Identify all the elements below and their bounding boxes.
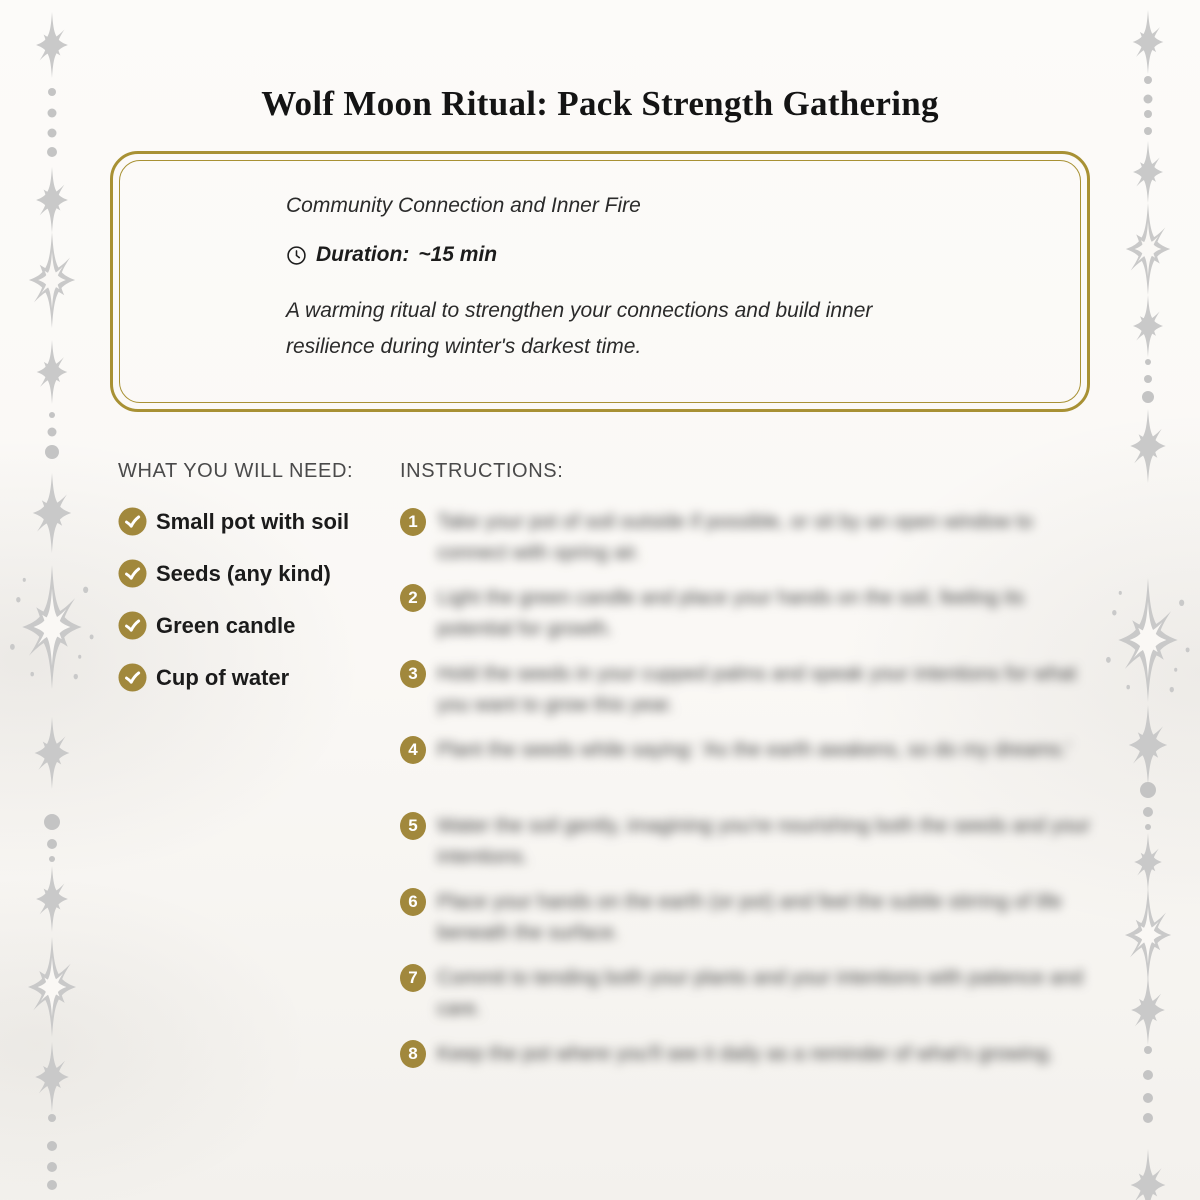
sparkle-icon xyxy=(12,937,92,1037)
materials-list xyxy=(118,507,400,692)
dot-ornament xyxy=(1144,127,1152,135)
dot-ornament xyxy=(47,1141,57,1151)
dot-ornament xyxy=(44,814,60,830)
sparkle-icon xyxy=(26,12,79,78)
instruction-item xyxy=(400,507,1200,569)
sparkle-icon xyxy=(26,866,79,932)
dot-ornament xyxy=(47,147,57,157)
instruction-text-blurred: Take your pot of soil outside if possible, or sit by an open window to connect with spring air. xyxy=(437,511,1033,564)
dot-ornament xyxy=(49,412,55,418)
dot-ornament xyxy=(48,428,57,437)
step-number-badge: 8 xyxy=(400,1040,426,1068)
sparkle-icon xyxy=(20,473,84,553)
instruction-text-blurred: Place your hands on the earth (or pot) and feel the subtle stirring of life beneath the surface. xyxy=(437,891,1062,944)
step-number-badge: 2 xyxy=(400,584,426,612)
instruction-item xyxy=(400,887,1200,949)
sparkle-icon xyxy=(1119,1149,1177,1200)
instruction-text-blurred: Commit to tending both your plants and your intentions with patience and care. xyxy=(437,967,1083,1020)
step-number-badge: 1 xyxy=(400,508,426,536)
step-number-badge: 3 xyxy=(400,660,426,688)
step-number-badge: 7 xyxy=(400,964,426,992)
instruction-item xyxy=(400,735,1200,797)
dot-ornament xyxy=(47,1162,57,1172)
step-number-badge: 4 xyxy=(400,736,426,764)
material-label: Green candle xyxy=(156,612,296,638)
dot-ornament xyxy=(48,109,57,118)
sparkle-icon xyxy=(26,167,79,233)
dot-ornament xyxy=(1145,359,1151,365)
sparkle-icon xyxy=(24,1042,80,1112)
instruction-item xyxy=(400,583,1200,645)
instruction-item xyxy=(400,659,1200,721)
materials-heading: WHAT YOU WILL NEED: xyxy=(118,460,354,482)
duration-value: ~15 min xyxy=(418,243,498,266)
instruction-item xyxy=(400,811,1200,873)
dot-ornament xyxy=(47,839,57,849)
step-number-badge: 6 xyxy=(400,888,426,916)
dot-ornament xyxy=(1144,76,1152,84)
clock-icon xyxy=(286,245,307,266)
dot-ornament xyxy=(1144,110,1152,118)
dot-ornament xyxy=(48,1114,56,1122)
dot-ornament xyxy=(45,445,59,459)
ritual-subtitle: Community Connection and Inner Fire xyxy=(286,194,641,217)
dot-ornament xyxy=(1144,95,1153,104)
dot-ornament xyxy=(1142,391,1154,403)
material-item xyxy=(118,559,400,588)
instruction-text-blurred: Light the green candle and place your hands on the soil, feeling its potential for growth. xyxy=(437,587,1025,640)
materials-section xyxy=(118,460,400,1115)
sparkle-icon xyxy=(27,340,78,404)
material-item xyxy=(118,663,400,692)
sparkle-icon xyxy=(14,232,91,328)
dot-ornament xyxy=(47,1180,57,1190)
dot-ornament xyxy=(48,129,57,138)
ritual-description: A warming ritual to strengthen your connections and build inner resilience during winter's darkest time. xyxy=(286,299,873,358)
page-title: Wolf Moon Ritual: Pack Strength Gathering xyxy=(261,84,939,123)
duration-label: Duration: xyxy=(316,243,410,266)
material-item xyxy=(118,611,400,640)
dot-ornament xyxy=(1144,375,1152,383)
material-label: Cup of water xyxy=(156,664,290,690)
sparkle-icon xyxy=(1123,10,1174,74)
checkmark-icon xyxy=(118,559,147,588)
checkmark-icon xyxy=(118,507,147,536)
dot-ornament xyxy=(49,856,55,862)
material-label: Seeds (any kind) xyxy=(156,560,331,586)
instructions-heading: INSTRUCTIONS: xyxy=(400,460,564,482)
instructions-section xyxy=(400,460,1200,1115)
sparkle-icon xyxy=(1123,295,1173,357)
instruction-text-blurred: Keep the pot where you'll see it daily as a reminder of what's growing. xyxy=(437,1043,1054,1065)
summary-box-inner-border xyxy=(119,160,1081,403)
checkmark-icon xyxy=(118,663,147,692)
sparkle-icon xyxy=(3,565,102,689)
step-number-badge: 5 xyxy=(400,812,426,840)
instruction-item xyxy=(400,1039,1200,1101)
material-label: Small pot with soil xyxy=(156,508,350,534)
instruction-text-blurred: Hold the seeds in your cupped palms and speak your intentions for what you want to grow this year. xyxy=(437,663,1077,716)
instruction-item xyxy=(400,963,1200,1025)
instructions-list xyxy=(400,507,1200,1101)
sparkle-icon xyxy=(23,717,81,789)
checkmark-icon xyxy=(118,611,147,640)
instruction-text-blurred: Water the soil gently, imagining you're nourishing both the seeds and your intentions. xyxy=(437,815,1091,868)
duration-row xyxy=(286,243,914,267)
sparkle-icon xyxy=(1123,141,1173,203)
material-item xyxy=(118,507,400,536)
summary-box xyxy=(110,151,1090,412)
dot-ornament xyxy=(48,88,56,96)
sparkle-icon xyxy=(1111,203,1185,295)
instruction-text-blurred: Plant the seeds while saying: 'As the earth awakens, so do my dreams.' xyxy=(437,739,1071,761)
